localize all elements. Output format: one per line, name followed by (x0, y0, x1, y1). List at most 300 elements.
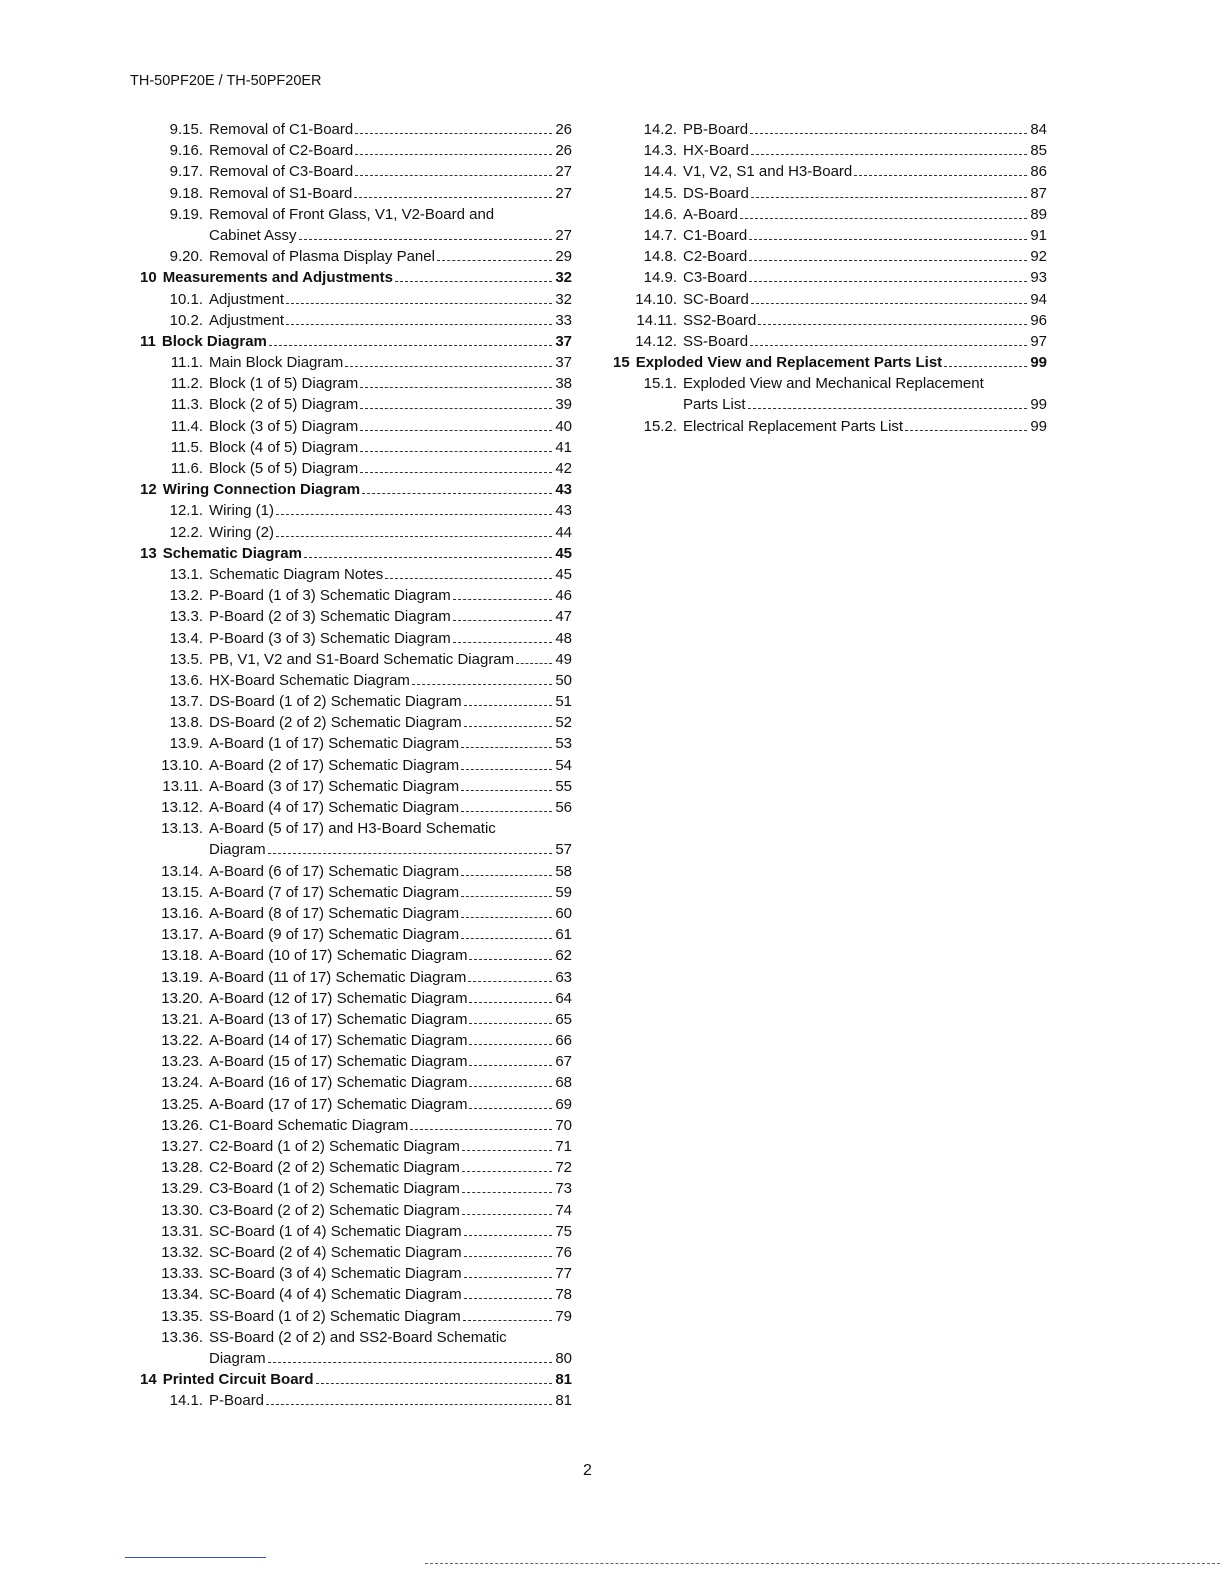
entry-page: 73 (555, 1180, 572, 1198)
toc-entry[interactable] (140, 310, 572, 331)
entry-page: 38 (555, 375, 572, 393)
dot-leader (461, 917, 552, 918)
entry-title: P-Board (2 of 3) Schematic Diagram (209, 608, 451, 626)
dot-leader (905, 430, 1027, 431)
dot-leader (345, 366, 552, 367)
toc-entry[interactable] (140, 1263, 572, 1284)
toc-entry-continuation[interactable] (140, 1348, 572, 1369)
entry-title: A-Board (4 of 17) Schematic Diagram (209, 799, 460, 816)
entry-number: 13.4. (169, 629, 203, 647)
entry-number: 13.20. (161, 989, 203, 1007)
toc-entry[interactable] (140, 1051, 572, 1072)
entry-page: 32 (555, 290, 572, 308)
entry-page: 33 (555, 311, 572, 329)
dot-leader (360, 387, 552, 388)
entry-number: 13.14. (161, 862, 203, 880)
dot-leader (360, 430, 552, 431)
entry-page: 68 (555, 1074, 572, 1092)
entry-page: 99 (1030, 354, 1047, 372)
dot-leader (453, 642, 552, 643)
toc-entry[interactable] (613, 140, 1047, 161)
footer-link-line (125, 1557, 266, 1558)
entry-title: Removal of C2-Board (209, 142, 354, 160)
toc-entry[interactable] (613, 225, 1047, 246)
entry-page: 56 (555, 799, 572, 816)
entry-title: Main Block Diagram (209, 354, 344, 372)
entry-number: 13.21. (161, 1010, 203, 1028)
entry-page: 57 (555, 841, 572, 859)
entry-page: 45 (555, 544, 572, 562)
entry-page: 61 (555, 926, 572, 944)
entry-number: 15.2. (643, 417, 677, 435)
entry-page: 53 (555, 735, 572, 753)
dot-leader (469, 1044, 552, 1045)
toc-entry[interactable] (140, 1390, 572, 1411)
entry-number: 13.13. (161, 820, 203, 838)
dot-leader (269, 345, 552, 346)
dot-leader (750, 133, 1027, 134)
entry-number: 14.12. (635, 332, 677, 350)
toc-entry[interactable] (140, 394, 572, 415)
toc-entry-first-line[interactable] (140, 818, 572, 839)
toc-section-entry[interactable] (140, 267, 572, 288)
entry-title: A-Board (8 of 17) Schematic Diagram (209, 904, 460, 922)
toc-entry[interactable] (613, 267, 1047, 288)
dot-leader (355, 133, 552, 134)
toc-entry[interactable] (613, 416, 1047, 437)
toc-entry[interactable] (140, 776, 572, 797)
dot-leader (395, 281, 552, 282)
entry-title: Block (2 of 5) Diagram (209, 396, 359, 414)
toc-entry[interactable] (140, 1136, 572, 1157)
entry-page: 46 (555, 587, 572, 605)
entry-title: C3-Board (1 of 2) Schematic Diagram (209, 1180, 460, 1198)
entry-title: Block (1 of 5) Diagram (209, 375, 359, 393)
entry-title: DS-Board (1 of 2) Schematic Diagram (209, 693, 462, 711)
toc-entry[interactable] (140, 564, 572, 585)
toc-entry[interactable] (140, 606, 572, 627)
entry-title: DS-Board (683, 184, 749, 202)
page-number: 2 (583, 1462, 592, 1479)
dot-leader (462, 1171, 552, 1172)
entry-title: A-Board (16 of 17) Schematic Diagram (209, 1074, 468, 1092)
entry-number: 11.1. (170, 354, 203, 372)
entry-title: Wiring (2) (209, 523, 275, 541)
entry-title: A-Board (2 of 17) Schematic Diagram (209, 756, 460, 774)
entry-title: A-Board (7 of 17) Schematic Diagram (209, 883, 460, 901)
toc-entry[interactable] (140, 882, 572, 903)
entry-title: A-Board (5 of 17) and H3-Board Schematic (209, 820, 496, 838)
entry-title: Printed Circuit Board (162, 1371, 314, 1389)
toc-section-entry[interactable] (140, 479, 572, 500)
toc-entry[interactable] (140, 1157, 572, 1178)
entry-title: Removal of Plasma Display Panel (209, 248, 435, 266)
dot-leader (462, 1150, 552, 1151)
toc-section-entry[interactable] (613, 352, 1047, 373)
entry-page: 48 (555, 629, 572, 647)
dot-leader (464, 726, 552, 727)
entry-page: 65 (555, 1010, 572, 1028)
toc-entry[interactable] (140, 1115, 572, 1136)
entry-page: 27 (555, 184, 572, 202)
entry-number: 13.24. (161, 1074, 203, 1092)
dot-leader (276, 514, 552, 515)
toc-entry[interactable] (140, 289, 572, 310)
entry-number: 9.15. (169, 121, 203, 138)
entry-title: HX-Board (683, 142, 749, 160)
entry-title: SC-Board (683, 290, 749, 308)
entry-page: 39 (555, 396, 572, 414)
entry-title: A-Board (6 of 17) Schematic Diagram (209, 862, 460, 880)
toc-entry[interactable] (140, 988, 572, 1009)
dot-leader (276, 536, 552, 537)
entry-title: Removal of C3-Board (209, 163, 354, 181)
entry-page: 63 (555, 968, 572, 986)
entry-number: 12.2. (169, 523, 203, 541)
toc-entry[interactable] (140, 140, 572, 161)
toc-entry[interactable] (140, 1094, 572, 1115)
entry-number: 9.17. (169, 163, 203, 181)
entry-page: 91 (1030, 226, 1047, 244)
entry-title: Wiring (1) (209, 502, 275, 520)
entry-page: 97 (1030, 332, 1047, 350)
dot-leader (461, 875, 552, 876)
entry-number: 13.36. (161, 1328, 203, 1346)
entry-page: 62 (555, 947, 572, 965)
entry-title: Schematic Diagram (162, 544, 302, 562)
entry-title: A-Board (13 of 17) Schematic Diagram (209, 1010, 468, 1028)
toc-entry[interactable] (140, 733, 572, 754)
dot-leader (360, 408, 552, 409)
entry-page: 96 (1030, 311, 1047, 329)
entry-title: Measurements and Adjustments (162, 269, 394, 287)
toc-entry[interactable] (140, 1306, 572, 1327)
toc-entry[interactable] (140, 903, 572, 924)
entry-number: 14.4. (643, 163, 677, 181)
toc-entry-continuation[interactable] (140, 225, 572, 246)
entry-title: P-Board (3 of 3) Schematic Diagram (209, 629, 451, 647)
entry-page: 26 (555, 121, 572, 138)
entry-number: 15.1. (643, 375, 677, 393)
entry-page: 42 (555, 460, 572, 477)
entry-page: 40 (555, 417, 572, 435)
toc-entry[interactable] (140, 691, 572, 712)
entry-title: V1, V2, S1 and H3-Board (683, 163, 853, 181)
dot-leader (516, 663, 552, 664)
entry-number: 14.6. (643, 205, 677, 223)
entry-title: HX-Board Schematic Diagram (209, 671, 410, 689)
entry-number: 11 (140, 332, 156, 350)
toc-entry[interactable] (140, 712, 572, 733)
entry-page: 87 (1030, 184, 1047, 202)
entry-page: 37 (555, 354, 572, 372)
entry-title: Electrical Replacement Parts List (683, 417, 904, 435)
entry-title: C2-Board (683, 248, 748, 266)
dot-leader (437, 260, 552, 261)
entry-page: 45 (555, 565, 572, 583)
dot-leader (354, 197, 552, 198)
entry-number: 13.27. (161, 1138, 203, 1155)
dot-leader (468, 981, 552, 982)
toc-entry[interactable] (613, 246, 1047, 267)
entry-title: A-Board (1 of 17) Schematic Diagram (209, 735, 460, 753)
entry-number: 12 (140, 481, 157, 499)
entry-title: Exploded View and Replacement Parts List (635, 354, 943, 372)
entry-number: 14.7. (643, 226, 677, 244)
toc-entry[interactable] (140, 797, 572, 818)
entry-page: 76 (555, 1243, 572, 1261)
entry-page: 55 (555, 777, 572, 795)
entry-title: Removal of C1-Board (209, 121, 354, 138)
toc-entry[interactable] (140, 183, 572, 204)
entry-page: 60 (555, 904, 572, 922)
toc-entry[interactable] (140, 246, 572, 267)
entry-number: 13.18. (161, 947, 203, 965)
entry-number: 13.25. (161, 1095, 203, 1113)
entry-number: 11.5. (170, 438, 203, 456)
entry-number: 13.35. (161, 1307, 203, 1325)
dot-leader (464, 1298, 552, 1299)
toc-entry[interactable] (140, 437, 572, 458)
entry-title: SS-Board (1 of 2) Schematic Diagram (209, 1307, 461, 1325)
entry-number: 14.8. (643, 248, 677, 266)
entry-title: Adjustment (209, 311, 285, 329)
entry-title: C2-Board (2 of 2) Schematic Diagram (209, 1159, 460, 1177)
toc-entry[interactable] (140, 373, 572, 394)
entry-page: 86 (1030, 163, 1047, 181)
dot-leader (461, 747, 552, 748)
dot-leader (355, 154, 552, 155)
dot-leader (286, 303, 552, 304)
toc-entry-continuation[interactable] (140, 839, 572, 860)
toc-entry[interactable] (140, 924, 572, 945)
dot-leader (463, 1320, 552, 1321)
toc-entry[interactable] (140, 416, 572, 437)
toc-entry-continuation[interactable] (613, 394, 1047, 415)
entry-number: 14.11. (636, 311, 677, 329)
entry-title: Adjustment (209, 290, 285, 308)
toc-entry[interactable] (140, 1242, 572, 1263)
dot-leader (469, 1002, 552, 1003)
entry-number: 14.5. (643, 184, 677, 202)
toc-entry[interactable] (613, 331, 1047, 352)
toc-entry[interactable] (140, 670, 572, 691)
toc-entry[interactable] (613, 119, 1047, 140)
entry-number: 13.7. (169, 693, 203, 711)
toc-entry[interactable] (140, 1221, 572, 1242)
entry-number: 13.15. (161, 883, 203, 901)
entry-number: 15 (613, 354, 630, 372)
dot-leader (469, 1108, 552, 1109)
dot-leader (944, 366, 1027, 367)
entry-title: C3-Board (683, 269, 748, 287)
entry-page: 58 (555, 862, 572, 880)
dot-leader (461, 896, 552, 897)
toc-entry[interactable] (140, 119, 572, 140)
entry-title: DS-Board (2 of 2) Schematic Diagram (209, 714, 462, 732)
entry-title: Diagram (209, 841, 266, 859)
dot-leader (469, 959, 552, 960)
entry-number: 13.30. (161, 1201, 203, 1219)
entry-page: 43 (555, 481, 572, 499)
entry-number: 14.1. (169, 1392, 203, 1410)
dot-leader (469, 1086, 552, 1087)
entry-page: 66 (555, 1032, 572, 1050)
entry-title: Schematic Diagram Notes (209, 565, 384, 583)
dot-leader (469, 1023, 552, 1024)
toc-entry[interactable] (140, 352, 572, 373)
entry-title: Block (5 of 5) Diagram (209, 460, 359, 477)
entry-number: 13.11. (162, 777, 203, 795)
toc-section-entry[interactable] (140, 1369, 572, 1390)
entry-number: 11.3. (170, 396, 203, 414)
entry-title: A-Board (9 of 17) Schematic Diagram (209, 926, 460, 944)
dot-leader (462, 1214, 552, 1215)
toc-entry[interactable] (140, 1178, 572, 1199)
entry-title: Removal of S1-Board (209, 184, 353, 202)
toc-entry[interactable] (140, 1284, 572, 1305)
toc-entry-first-line[interactable] (140, 204, 572, 225)
dot-leader (854, 175, 1027, 176)
toc-entry[interactable] (140, 649, 572, 670)
dot-leader (360, 451, 552, 452)
entry-page: 32 (555, 269, 572, 287)
entry-page: 71 (555, 1138, 572, 1155)
dot-leader (461, 938, 552, 939)
entry-number: 13.28. (161, 1159, 203, 1177)
entry-number: 14.10. (635, 290, 677, 308)
entry-number: 13.23. (161, 1053, 203, 1071)
dot-leader (740, 218, 1027, 219)
toc-entry[interactable] (140, 585, 572, 606)
toc-entry[interactable] (613, 161, 1047, 182)
document-header: TH-50PF20E / TH-50PF20ER (130, 73, 322, 89)
entry-number: 13.12. (161, 799, 203, 816)
entry-number: 13.33. (161, 1265, 203, 1283)
entry-title: SC-Board (3 of 4) Schematic Diagram (209, 1265, 462, 1283)
dot-leader (751, 197, 1027, 198)
entry-title: PB-Board (683, 121, 749, 138)
dot-leader (304, 557, 552, 558)
entry-number: 10 (140, 269, 157, 287)
entry-page: 69 (555, 1095, 572, 1113)
toc-entry[interactable] (140, 1200, 572, 1221)
toc-entry[interactable] (140, 161, 572, 182)
entry-number: 13.17. (161, 926, 203, 944)
dot-leader (748, 408, 1027, 409)
dot-leader (758, 324, 1027, 325)
toc-entry[interactable] (140, 861, 572, 882)
entry-page: 47 (555, 608, 572, 626)
entry-number: 14.2. (643, 121, 677, 138)
dot-leader (461, 790, 552, 791)
toc-entry-first-line[interactable] (140, 1327, 572, 1348)
toc-left-column (140, 119, 572, 1411)
entry-number: 13.2. (169, 587, 203, 605)
toc-entry[interactable] (140, 1030, 572, 1051)
entry-page: 80 (555, 1349, 572, 1367)
dot-leader (385, 578, 552, 579)
entry-title: C3-Board (2 of 2) Schematic Diagram (209, 1201, 460, 1219)
toc-entry[interactable] (140, 458, 572, 479)
entry-page: 52 (555, 714, 572, 732)
entry-title: SC-Board (2 of 4) Schematic Diagram (209, 1243, 462, 1261)
entry-number: 13.5. (169, 650, 203, 668)
entry-title: SC-Board (4 of 4) Schematic Diagram (209, 1286, 462, 1304)
toc-entry[interactable] (140, 500, 572, 521)
dot-leader (316, 1383, 552, 1384)
toc-entry[interactable] (613, 289, 1047, 310)
toc-entry[interactable] (140, 945, 572, 966)
dot-leader (362, 493, 552, 494)
entry-page: 70 (555, 1116, 572, 1134)
entry-title: Block (4 of 5) Diagram (209, 438, 359, 456)
entry-title: Diagram (209, 1349, 266, 1367)
dot-leader (750, 345, 1027, 346)
entry-title: C1-Board (683, 226, 748, 244)
entry-title: SS2-Board (683, 311, 757, 329)
toc-section-entry[interactable] (140, 331, 572, 352)
toc-entry-first-line[interactable] (613, 373, 1047, 394)
entry-page: 43 (555, 502, 572, 520)
entry-page: 27 (555, 163, 572, 181)
toc-entry[interactable] (613, 310, 1047, 331)
toc-entry[interactable] (140, 628, 572, 649)
entry-title: SC-Board (1 of 4) Schematic Diagram (209, 1222, 462, 1240)
toc-entry[interactable] (140, 1072, 572, 1093)
entry-title: C1-Board Schematic Diagram (209, 1116, 409, 1134)
entry-page: 64 (555, 989, 572, 1007)
dot-leader (268, 1362, 552, 1363)
entry-page: 72 (555, 1159, 572, 1177)
entry-number: 13.3. (169, 608, 203, 626)
toc-entry[interactable] (140, 522, 572, 543)
entry-title: Block (3 of 5) Diagram (209, 417, 359, 435)
entry-number: 13.29. (161, 1180, 203, 1198)
entry-number: 13.8. (169, 714, 203, 732)
entry-title: Cabinet Assy (209, 226, 297, 244)
entry-title: A-Board (3 of 17) Schematic Diagram (209, 777, 460, 795)
dot-leader (464, 705, 552, 706)
entry-number: 9.20. (169, 248, 203, 266)
entry-page: 89 (1030, 205, 1047, 223)
dot-leader (751, 303, 1027, 304)
entry-title: Parts List (683, 396, 746, 414)
entry-title: A-Board (15 of 17) Schematic Diagram (209, 1053, 468, 1071)
entry-page: 54 (555, 756, 572, 774)
toc-entry[interactable] (613, 204, 1047, 225)
toc-section-entry[interactable] (140, 543, 572, 564)
dot-leader (286, 324, 552, 325)
entry-title: A-Board (17 of 17) Schematic Diagram (209, 1095, 468, 1113)
toc-entry[interactable] (613, 183, 1047, 204)
toc-entry[interactable] (140, 1009, 572, 1030)
toc-entry[interactable] (140, 967, 572, 988)
entry-title: Block Diagram (161, 332, 267, 350)
entry-number: 9.16. (169, 142, 203, 160)
entry-title: Exploded View and Mechanical Replacement (683, 375, 984, 393)
toc-entry[interactable] (140, 755, 572, 776)
entry-number: 14.3. (643, 142, 677, 160)
entry-page: 85 (1030, 142, 1047, 160)
entry-title: A-Board (12 of 17) Schematic Diagram (209, 989, 468, 1007)
entry-number: 13.34. (161, 1286, 203, 1304)
dot-leader (453, 599, 552, 600)
dot-leader (469, 1065, 552, 1066)
entry-page: 59 (555, 883, 572, 901)
entry-number: 13 (140, 544, 157, 562)
entry-number: 13.31. (161, 1222, 203, 1240)
